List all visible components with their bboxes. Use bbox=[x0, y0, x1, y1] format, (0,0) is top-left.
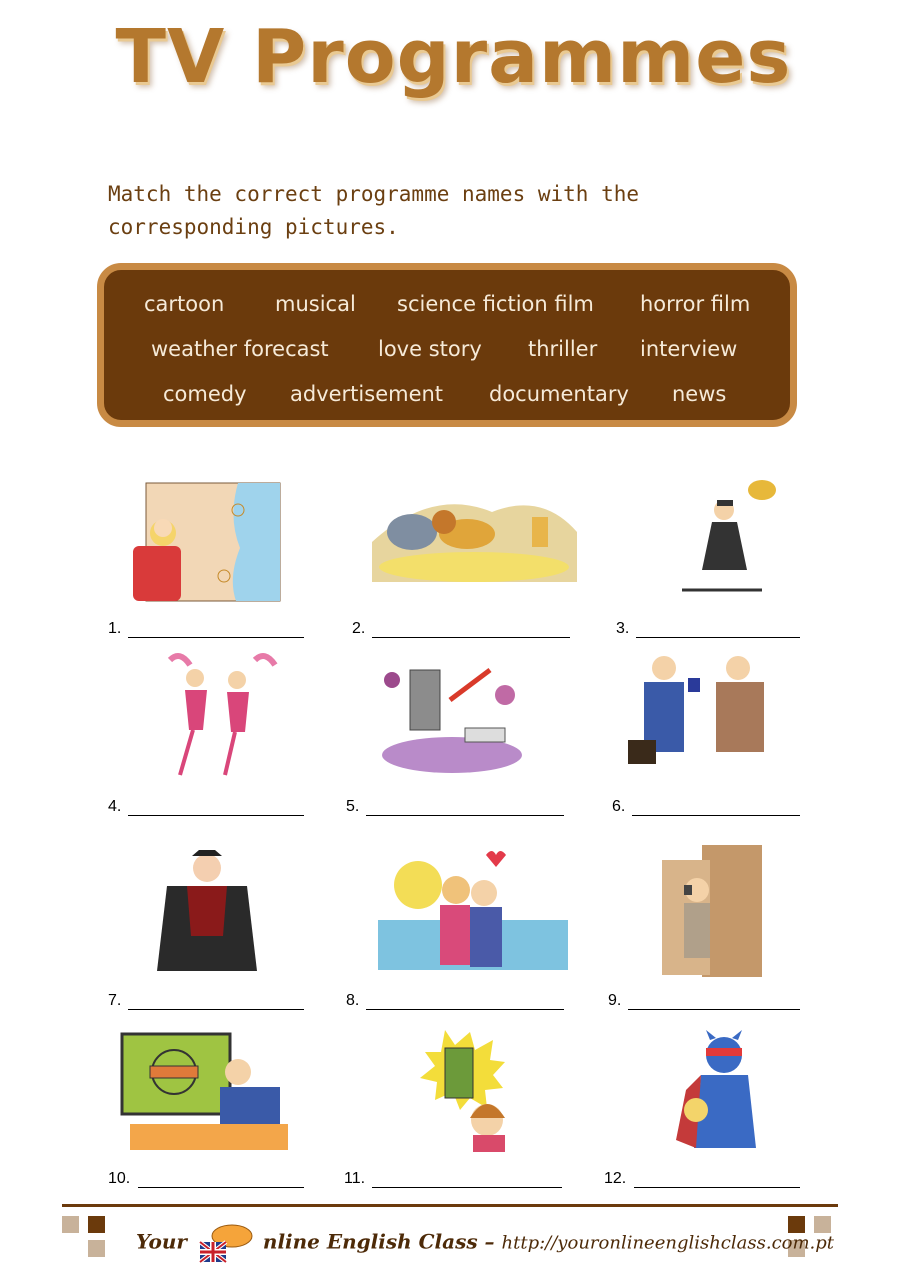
man-with-gun-picture bbox=[662, 845, 787, 977]
word-news: news bbox=[672, 382, 727, 406]
word-comedy: comedy bbox=[163, 382, 247, 406]
answer-blank-9[interactable] bbox=[628, 1009, 800, 1010]
answer-blank-7[interactable] bbox=[128, 1009, 304, 1010]
mouse-flag-logo-icon bbox=[196, 1222, 254, 1264]
answer-blank-12[interactable] bbox=[634, 1187, 800, 1188]
item-number: 2. bbox=[352, 620, 366, 637]
footer-decor-square bbox=[88, 1240, 105, 1257]
item-number: 7. bbox=[108, 992, 122, 1009]
word-weather-forecast: weather forecast bbox=[151, 337, 329, 361]
footer-decor-square bbox=[88, 1216, 105, 1233]
reporter-with-microphone-picture bbox=[626, 648, 781, 776]
word-thriller: thriller bbox=[528, 337, 598, 361]
word-musical: musical bbox=[275, 292, 356, 316]
word-science-fiction-film: science fiction film bbox=[397, 292, 594, 316]
vampire-picture bbox=[147, 846, 267, 971]
item-number: 11. bbox=[344, 1170, 366, 1187]
answer-blank-4[interactable] bbox=[128, 815, 304, 816]
footer-decor-square bbox=[62, 1216, 79, 1233]
news-presenter-desk-picture bbox=[120, 1032, 290, 1152]
item-number: 9. bbox=[608, 992, 622, 1009]
footer-your: Your bbox=[136, 1229, 187, 1254]
item-number: 4. bbox=[108, 798, 122, 815]
comedian-slipping-picture bbox=[662, 470, 802, 600]
woman-with-product-picture bbox=[405, 1030, 525, 1152]
instructions: Match the correct programme names with the corresponding pictures. bbox=[108, 182, 640, 239]
word-advertisement: advertisement bbox=[290, 382, 444, 406]
safari-animals-picture bbox=[372, 482, 577, 582]
item-number: 12. bbox=[604, 1170, 627, 1187]
answer-blank-10[interactable] bbox=[138, 1187, 304, 1188]
couple-kissing-sunset-picture bbox=[378, 845, 568, 975]
answer-blank-2[interactable] bbox=[372, 637, 570, 638]
item-number: 1. bbox=[108, 620, 122, 637]
item-number: 10. bbox=[108, 1170, 131, 1187]
robot-alien-planet-picture bbox=[380, 650, 525, 775]
footer-online-english-class: nline English Class – bbox=[262, 1229, 495, 1254]
page-title: TV Programmes bbox=[115, 14, 792, 100]
footer-url-link[interactable]: http://youronlineenglishclass.com.pt bbox=[501, 1232, 835, 1254]
weather-presenter-picture bbox=[128, 478, 283, 603]
dancing-showgirls-picture bbox=[155, 650, 285, 782]
answer-blank-3[interactable] bbox=[636, 637, 800, 638]
item-number: 6. bbox=[612, 798, 626, 815]
answer-blank-1[interactable] bbox=[128, 637, 304, 638]
item-number: 3. bbox=[616, 620, 630, 637]
footer-divider bbox=[62, 1204, 838, 1207]
item-number: 8. bbox=[346, 992, 360, 1009]
answer-blank-8[interactable] bbox=[366, 1009, 564, 1010]
word-interview: interview bbox=[640, 337, 738, 361]
word-documentary: documentary bbox=[489, 382, 629, 406]
word-bank bbox=[97, 263, 797, 427]
word-cartoon: cartoon bbox=[144, 292, 225, 316]
answer-blank-5[interactable] bbox=[366, 815, 564, 816]
word-horror-film: horror film bbox=[640, 292, 751, 316]
cartoon-cat-superhero-picture bbox=[666, 1030, 766, 1155]
answer-blank-11[interactable] bbox=[372, 1187, 562, 1188]
answer-blank-6[interactable] bbox=[632, 815, 800, 816]
item-number: 5. bbox=[346, 798, 360, 815]
word-love-story: love story bbox=[378, 337, 482, 361]
footer-credit bbox=[136, 1222, 834, 1264]
